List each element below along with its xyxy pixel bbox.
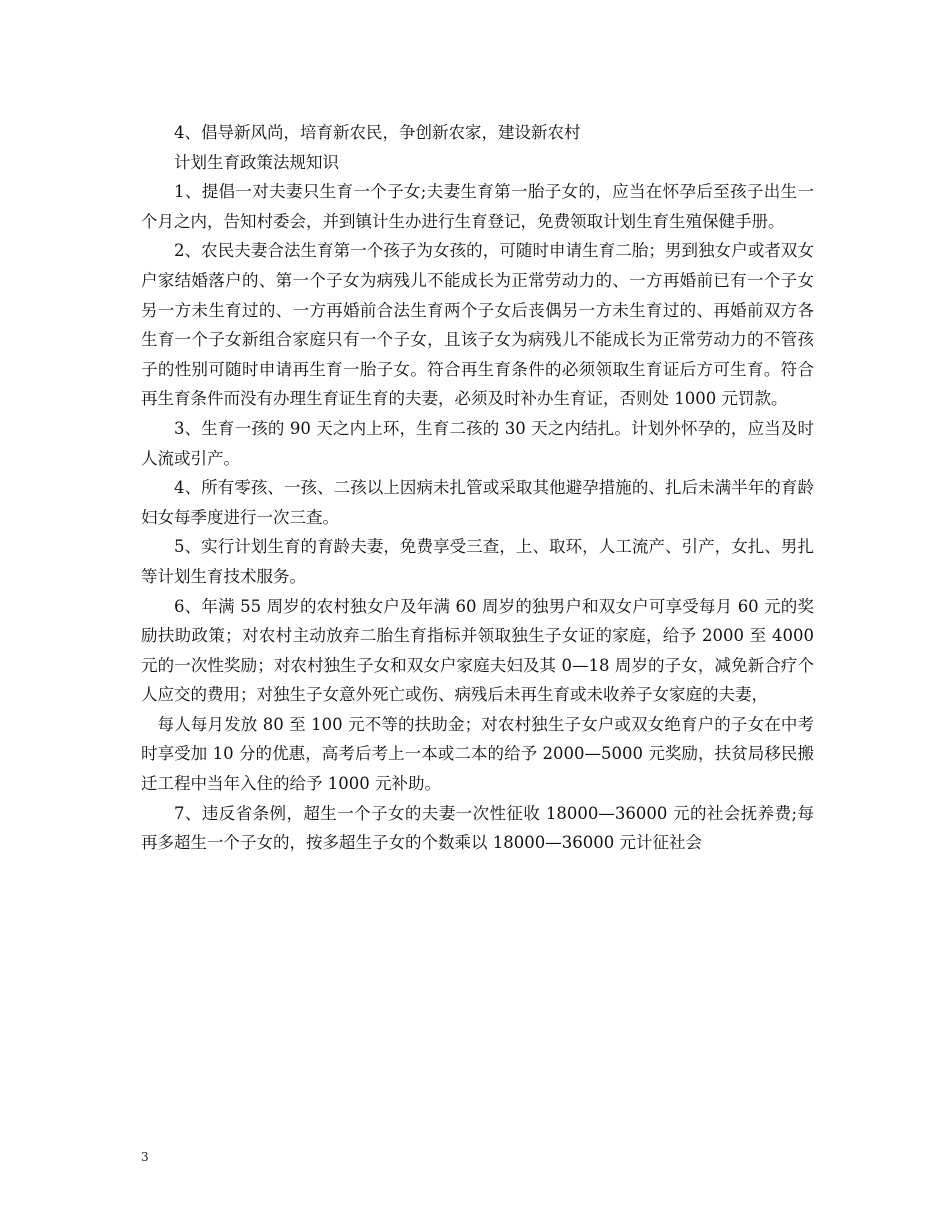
paragraph-6: 6、年满 55 周岁的农村独女户及年满 60 周岁的独男户和双女户可享受每月 60 元的奖励扶助政策；对农村主动放弃二胎生育指标并领取独生子女证的家庭，给予 2000 至 4000 元的一次性奖励；对农村独生子女和双女户家庭夫妇及其 0—18 周岁的子女，减免新合疗个人应交的费用；对独生子女意外死亡或伤、病残后未再生育或未收养子女家庭的夫妻，: [141, 596, 814, 705]
page-number: 3: [141, 1150, 149, 1164]
paragraph-4: 4、所有零孩、一孩、二孩以上因病未扎管或采取其他避孕措施的、扎后未满半年的育龄妇女每季度进行一次三查。: [141, 478, 814, 527]
paragraph-7: 7、违反省条例，超生一个子女的夫妻一次性征收 18000—36000 元的社会抚养费;每再多超生一个子女的，按多超生子女的个数乘以 18000—36000 元计征社会: [141, 803, 814, 853]
paragraph-3: 3、生育一孩的 90 天之内上环，生育二孩的 30 天之内结扎。计划外怀孕的，应当及时人流或引产。: [141, 418, 814, 468]
paragraph-1: 1、提倡一对夫妻只生育一个子女;夫妻生育第一胎子女的，应当在怀孕后至孩子出生一个月之内，告知村委会，并到镇计生办进行生育登记，免费领取计划生育生殖保健手册。: [141, 182, 814, 231]
document-body: [141, 118, 814, 858]
paragraph-5: 5、实行计划生育的育龄夫妻，免费享受三查，上、取环，人工流产、引产，女扎、男扎等计划生育技术服务。: [141, 537, 814, 586]
section-title: 计划生育政策法规知识: [174, 152, 339, 172]
paragraph-2: 2、农民夫妻合法生育第一个孩子为女孩的，可随时申请生育二胎；男到独女户或者双女户家结婚落户的、第一个子女为病残儿不能成长为正常劳动力的、一方再婚前已有一个子女另一方未生育过的、一方再婚前合法生育两个子女后丧偶另一方未生育过的、再婚前双方各生育一个子女新组合家庭只有一个子女，且该子女为病残儿不能成长为正常劳动力的不管孩子的性别可随时申请再生育一胎子女。符合再生育条件的必须领取生育证后方可生育。符合再生育条件而没有办理生育证生育的夫妻，必须及时补办生育证，否则处 1000 元罚款。: [141, 241, 814, 409]
paragraph-6-continued: 每人每月发放 80 至 100 元不等的扶助金；对农村独生子女户或双女绝育户的子女在中考时享受加 10 分的优惠，高考后考上一本或二本的给予 2000—5000 元奖励，扶贫局移民搬迁工程中当年入住的给予 1000 元补助。: [141, 714, 814, 794]
paragraph-heading-4: 4、倡导新风尚，培育新农民，争创新农家，建设新农村: [174, 123, 581, 142]
